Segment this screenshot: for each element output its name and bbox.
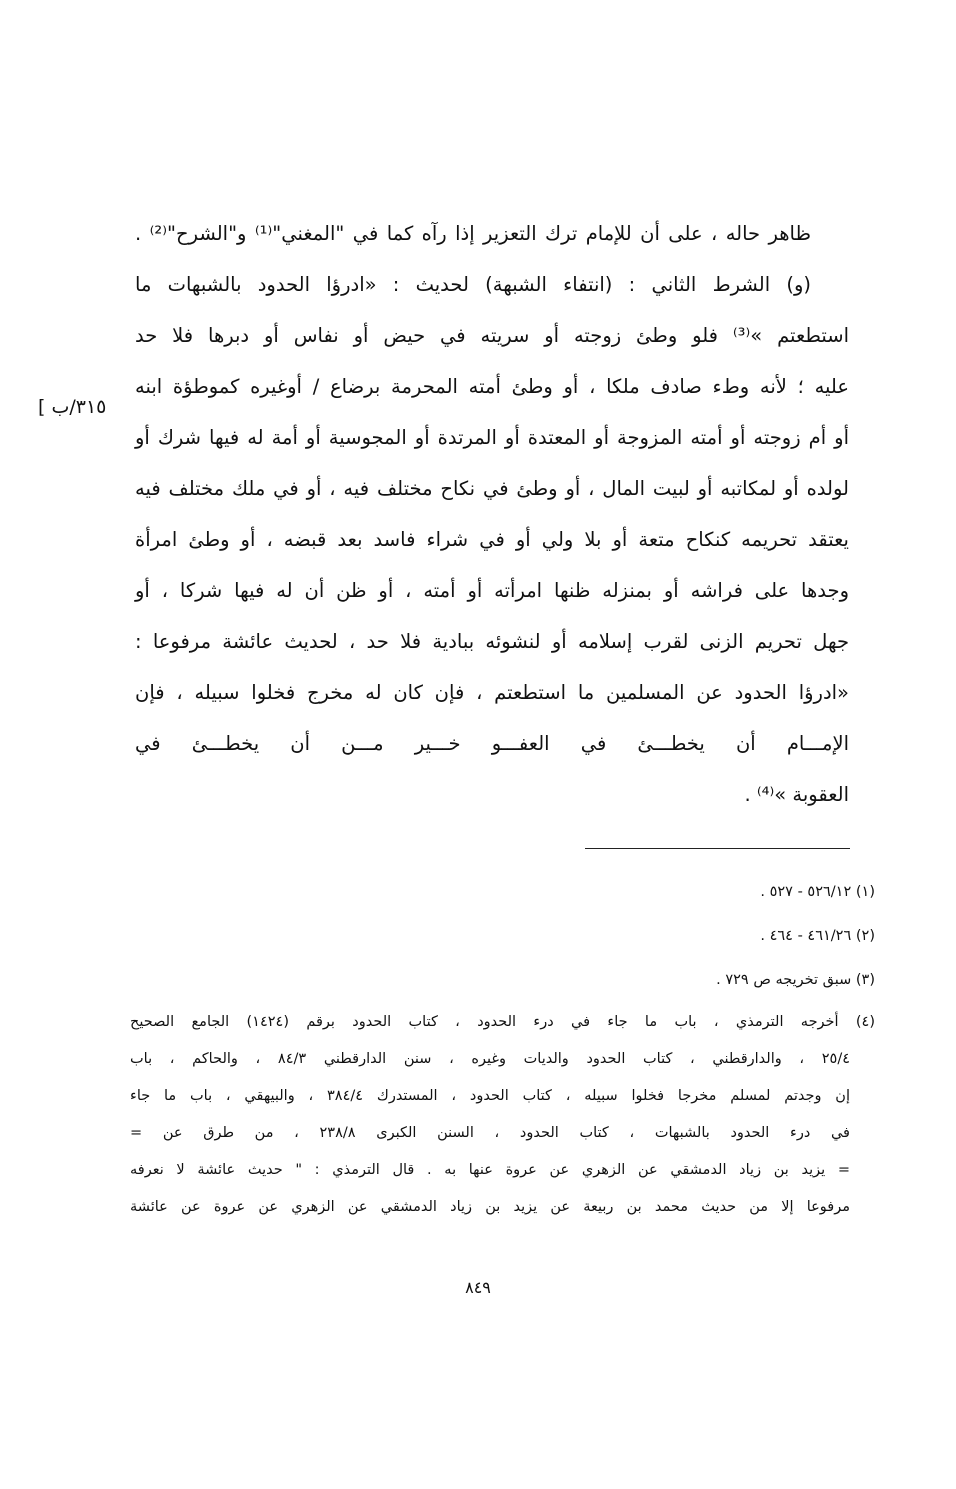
main-text	[135, 208, 849, 820]
body-line-12: العقوبة »⁽⁴⁾ .	[744, 783, 849, 806]
body-line-3: استطعتم »⁽³⁾ فلو وطئ زوجته أو سريته في حيض أو نفاس أو دبرها فلا حد	[135, 324, 849, 347]
footnote-4-line: ٢٥/٤ ، والدارقطني ، كتاب الحدود والديات وغيره ، سنن الدارقطني ٨٤/٣ ، والحاكم ، باب	[130, 1051, 850, 1067]
body-line-7: يعتقد تحريمه كنكاح متعة أو بلا ولي أو في شراء فاسد بعد قبضه ، أو وطئ امرأة	[135, 528, 849, 551]
footnote-4-line: = يزيد بن زياد الدمشقي عن الزهري عن عروة عنها به . قال الترمذي : " حديث عائشة لا نعرفه	[130, 1162, 850, 1178]
footnote-4-line: مرفوعا إلا من حديث محمد بن ربيعة عن يزيد بن زياد الدمشقي عن الزهري عن عروة عن عائشة	[130, 1199, 850, 1215]
manuscript-folio-marker: [ ٣١٥/ب	[38, 396, 107, 418]
body-line-1: ظاهر حاله ، على أن للإمام ترك التعزير إذا رآه كما في "المغني"⁽¹⁾ و"الشرح"⁽²⁾ .	[135, 222, 812, 245]
body-line-9: جهل تحريم الزنى لقرب إسلامه أو لنشوئه ببادية فلا حد ، لحديث عائشة مرفوعا :	[135, 630, 849, 653]
body-line-6: لولده أو لمكاتبه أو لبيت المال ، أو وطئ في نكاح مختلف فيه ، أو في ملك مختلف فيه	[135, 477, 849, 500]
body-line-10: «ادرؤا الحدود عن المسلمين ما استطعتم ، فإن كان له مخرج فخلوا سبيله ، فإن	[135, 681, 849, 704]
footnote-4-line: إن وجدتم لمسلم مخرجا فخلوا سبيله ، كتاب الحدود ، المستدرك ٣٨٤/٤ ، والبيهقي ، باب ما جاء	[130, 1088, 850, 1104]
footnote-4-line: (٤) أخرجه الترمذي ، باب ما جاء في درء الحدود ، كتاب الحدود برقم (١٤٢٤) الجامع الصحيح	[130, 1014, 876, 1030]
footnote-separator	[585, 848, 850, 849]
footnote-4-line: في درء الحدود بالشبهات ، كتاب الحدود ، السنن الكبرى ٢٣٨/٨ ، من طرق عن =	[130, 1125, 850, 1141]
body-line-2: (و) الشرط الثاني : (انتفاء الشبهة) لحديث : «ادرؤا الحدود بالشبهات ما	[135, 273, 811, 296]
body-line-8: وجدها على فراشه أو بمنزله ظنها امرأته أو أمته ، أو ظن أن له فيها شركا ، أو	[135, 579, 849, 602]
body-line-4: عليه ؛ لأنه وطء صادف ملكا ، أو وطئ أمته المحرمة برضاع / أوغيره كموطؤة ابنه	[135, 375, 849, 398]
footnote-1: (١) ٥٢٦/١٢ - ٥٢٧ .	[760, 884, 875, 900]
body-line-5: أو أم زوجته أو أمته المزوجة أو المعتدة أو المرتدة أو المجوسية أو أمة له فيها شرك أو	[135, 426, 849, 449]
body-line-11: الإمـــام أن يخطـــئ في العفـــو خـــير مـــن أن يخطـــئ في	[135, 732, 849, 755]
footnote-4	[130, 1004, 875, 1226]
footnote-3: (٣) سبق تخريجه ص ٧٢٩ .	[716, 972, 875, 988]
footnotes	[130, 870, 875, 1226]
footnote-2: (٢) ٤٦١/٢٦ - ٤٦٤ .	[760, 928, 875, 944]
page-number: ٨٤٩	[465, 1278, 491, 1297]
